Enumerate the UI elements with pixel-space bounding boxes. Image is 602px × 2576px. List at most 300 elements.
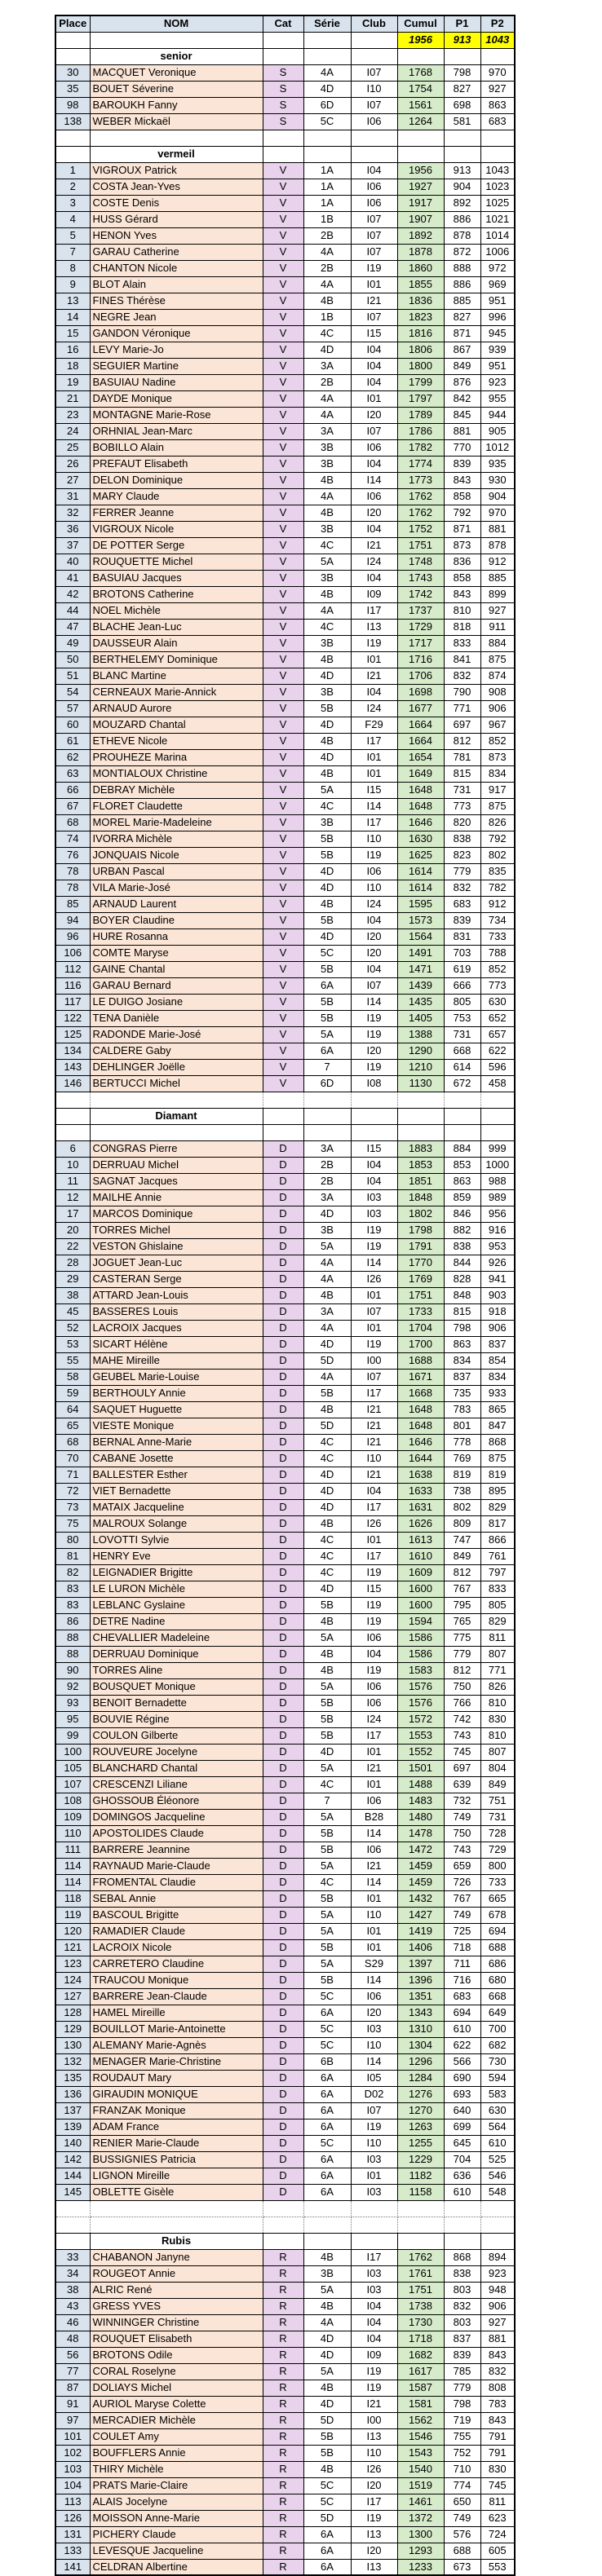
cumul-cell: 1572 xyxy=(397,1711,444,1727)
serie-cell: 5D xyxy=(303,1418,351,1434)
place-cell: 28 xyxy=(55,1255,90,1271)
p1-cell: 844 xyxy=(444,1255,480,1271)
header-row xyxy=(55,15,515,32)
club-cell: I07 xyxy=(351,309,397,325)
serie-cell: 3A xyxy=(303,1303,351,1320)
serie-cell: 6A xyxy=(303,2526,351,2543)
serie-cell: 5B xyxy=(303,1597,351,1613)
name-cell: CHANTON Nicole xyxy=(90,260,263,276)
cumul-cell: 1614 xyxy=(397,863,444,880)
serie-cell: 6A xyxy=(303,977,351,994)
empty-cell xyxy=(444,2233,480,2249)
cat-cell: D xyxy=(263,1939,303,1956)
p2-cell: 878 xyxy=(480,537,515,554)
page-break-spacer-row xyxy=(55,2217,515,2233)
serie-cell: 3A xyxy=(303,1140,351,1157)
club-cell: I07 xyxy=(351,227,397,244)
club-cell: I13 xyxy=(351,619,397,635)
serie-cell: 5B xyxy=(303,2445,351,2461)
serie-cell: 4D xyxy=(303,1483,351,1499)
cumul-cell: 1419 xyxy=(397,1923,444,1939)
place-cell: 74 xyxy=(55,831,90,847)
serie-cell: 4A xyxy=(303,244,351,260)
serie-cell: 3B xyxy=(303,814,351,831)
page-break-spacer-row xyxy=(55,2200,515,2217)
empty-cell xyxy=(303,1092,351,1108)
column-header-p1: P1 xyxy=(444,15,480,32)
p2-cell: 649 xyxy=(480,2005,515,2021)
cat-cell: D xyxy=(263,1793,303,1809)
cat-cell: V xyxy=(263,912,303,929)
club-cell: I20 xyxy=(351,1043,397,1059)
cat-cell: S xyxy=(263,113,303,130)
p1-cell: 743 xyxy=(444,1727,480,1744)
serie-cell: 4B xyxy=(303,2380,351,2396)
name-cell: CONGRAS Pierre xyxy=(90,1140,263,1157)
name-cell: DERRUAU Michel xyxy=(90,1157,263,1173)
cat-cell: V xyxy=(263,423,303,439)
cumul-cell: 1276 xyxy=(397,2086,444,2102)
empty-cell xyxy=(397,1108,444,1124)
club-cell: I10 xyxy=(351,831,397,847)
p1-cell: 790 xyxy=(444,684,480,700)
club-cell: I04 xyxy=(351,2298,397,2314)
cat-cell: D xyxy=(263,1597,303,1613)
place-cell: 130 xyxy=(55,2037,90,2053)
place-cell: 64 xyxy=(55,1401,90,1418)
club-cell: I21 xyxy=(351,1467,397,1483)
table-row xyxy=(55,244,515,260)
serie-cell: 4C xyxy=(303,325,351,342)
table-row xyxy=(55,1646,515,1662)
cat-cell: D xyxy=(263,1467,303,1483)
p1-cell: 668 xyxy=(444,1043,480,1059)
cumul-cell: 1233 xyxy=(397,2559,444,2575)
place-cell: 131 xyxy=(55,2526,90,2543)
name-cell: SICART Hélène xyxy=(90,1336,263,1352)
empty-cell xyxy=(55,2200,90,2217)
name-cell: CHABANON Janyne xyxy=(90,2249,263,2265)
club-cell: I07 xyxy=(351,1303,397,1320)
club-cell: I07 xyxy=(351,1369,397,1385)
p2-cell: 905 xyxy=(480,423,515,439)
cat-cell: D xyxy=(263,1711,303,1727)
table-row xyxy=(55,945,515,961)
club-cell: I19 xyxy=(351,1613,397,1630)
cat-cell: R xyxy=(263,2265,303,2282)
table-row xyxy=(55,1255,515,1271)
club-cell: I00 xyxy=(351,1352,397,1369)
club-cell: I21 xyxy=(351,537,397,554)
serie-cell: 5A xyxy=(303,1630,351,1646)
table-row xyxy=(55,64,515,81)
empty-cell xyxy=(90,130,263,146)
club-cell: I10 xyxy=(351,2445,397,2461)
p2-cell: 751 xyxy=(480,1793,515,1809)
table-row xyxy=(55,179,515,195)
p2-cell: 972 xyxy=(480,260,515,276)
empty-cell xyxy=(90,1092,263,1108)
p2-cell: 1006 xyxy=(480,244,515,260)
table-row xyxy=(55,439,515,456)
cat-cell: D xyxy=(263,1923,303,1939)
serie-cell: 4D xyxy=(303,717,351,733)
column-header-club: Club xyxy=(351,15,397,32)
club-cell: I04 xyxy=(351,358,397,374)
p2-cell: 884 xyxy=(480,635,515,651)
cumul-cell: 1671 xyxy=(397,1369,444,1385)
p2-cell: 875 xyxy=(480,798,515,814)
club-cell: I19 xyxy=(351,1662,397,1678)
place-cell: 128 xyxy=(55,2005,90,2021)
empty-cell xyxy=(303,1124,351,1140)
table-row xyxy=(55,651,515,668)
serie-cell: 7 xyxy=(303,1793,351,1809)
p2-cell: 847 xyxy=(480,1418,515,1434)
cat-cell: D xyxy=(263,1613,303,1630)
place-cell: 60 xyxy=(55,717,90,733)
club-cell: I19 xyxy=(351,1222,397,1238)
place-cell: 10 xyxy=(55,1157,90,1173)
serie-cell: 4B xyxy=(303,472,351,488)
name-cell: CELDRAN Albertine xyxy=(90,2559,263,2575)
cumul-cell: 1752 xyxy=(397,521,444,537)
table-row xyxy=(55,2086,515,2102)
p2-cell: 546 xyxy=(480,2168,515,2184)
empty-cell xyxy=(444,2217,480,2233)
serie-cell: 4D xyxy=(303,1467,351,1483)
p2-cell: 912 xyxy=(480,554,515,570)
name-cell: ROUQUET Elisabeth xyxy=(90,2331,263,2347)
p2-cell: 970 xyxy=(480,505,515,521)
place-cell: 51 xyxy=(55,668,90,684)
name-cell: DELON Dominique xyxy=(90,472,263,488)
place-cell: 139 xyxy=(55,2119,90,2135)
cumul-cell: 1737 xyxy=(397,602,444,619)
cumul-cell: 1562 xyxy=(397,2412,444,2428)
name-cell: BERTHELEMY Dominique xyxy=(90,651,263,668)
club-cell: I14 xyxy=(351,1874,397,1890)
cat-cell: D xyxy=(263,2053,303,2070)
p1-cell: 838 xyxy=(444,2265,480,2282)
p2-cell: 904 xyxy=(480,488,515,505)
p1-cell: 792 xyxy=(444,505,480,521)
cat-cell: R xyxy=(263,2380,303,2396)
serie-cell: 5B xyxy=(303,1727,351,1744)
empty-cell xyxy=(351,130,397,146)
table-row xyxy=(55,1010,515,1026)
p1-cell: 795 xyxy=(444,1597,480,1613)
table-row xyxy=(55,1597,515,1613)
table-row xyxy=(55,1548,515,1564)
p1-cell: 659 xyxy=(444,1858,480,1874)
cat-cell: V xyxy=(263,309,303,325)
cumul-cell: 1774 xyxy=(397,456,444,472)
serie-cell: 4A xyxy=(303,1369,351,1385)
club-cell: I15 xyxy=(351,1581,397,1597)
place-cell: 49 xyxy=(55,635,90,651)
p2-cell: 623 xyxy=(480,2510,515,2526)
table-row xyxy=(55,2363,515,2380)
club-cell: I06 xyxy=(351,1988,397,2005)
cumul-cell: 1956 xyxy=(397,162,444,179)
cumul-cell: 1664 xyxy=(397,717,444,733)
club-cell: I01 xyxy=(351,1744,397,1760)
cat-cell: D xyxy=(263,1630,303,1646)
p1-cell: 703 xyxy=(444,945,480,961)
table-row xyxy=(55,2282,515,2298)
place-cell: 26 xyxy=(55,456,90,472)
club-cell: I10 xyxy=(351,1450,397,1467)
serie-cell: 5A xyxy=(303,2282,351,2298)
serie-cell: 4D xyxy=(303,668,351,684)
club-cell: I06 xyxy=(351,1678,397,1695)
cat-cell: R xyxy=(263,2477,303,2494)
p2-cell: 967 xyxy=(480,717,515,733)
cumul-cell: 1478 xyxy=(397,1825,444,1842)
cat-cell: V xyxy=(263,227,303,244)
cat-cell: D xyxy=(263,1678,303,1695)
cumul-cell: 1798 xyxy=(397,1222,444,1238)
place-cell: 32 xyxy=(55,505,90,521)
serie-cell: 4C xyxy=(303,1548,351,1564)
cat-cell: V xyxy=(263,162,303,179)
serie-cell: 3B xyxy=(303,521,351,537)
empty-cell xyxy=(303,2233,351,2249)
place-cell: 33 xyxy=(55,2249,90,2265)
serie-cell: 5B xyxy=(303,847,351,863)
name-cell: BOUVIE Régine xyxy=(90,1711,263,1727)
empty-cell xyxy=(397,146,444,162)
place-cell: 88 xyxy=(55,1630,90,1646)
p1-cell: 785 xyxy=(444,2363,480,2380)
p1-cell: 812 xyxy=(444,733,480,749)
cat-cell: V xyxy=(263,863,303,880)
name-cell: DETRE Nadine xyxy=(90,1613,263,1630)
name-cell: BOYER Claudine xyxy=(90,912,263,929)
cumul-cell: 1396 xyxy=(397,1972,444,1988)
table-row xyxy=(55,814,515,831)
cat-cell: V xyxy=(263,407,303,423)
name-cell: COMTE Maryse xyxy=(90,945,263,961)
club-cell: I07 xyxy=(351,64,397,81)
p1-cell: 719 xyxy=(444,2412,480,2428)
serie-cell: 4C xyxy=(303,619,351,635)
cumul-cell: 1800 xyxy=(397,358,444,374)
serie-cell: 5D xyxy=(303,2510,351,2526)
table-row xyxy=(55,1336,515,1352)
column-header-cumul: Cumul xyxy=(397,15,444,32)
club-cell: I01 xyxy=(351,1939,397,1956)
club-cell: I19 xyxy=(351,1010,397,1026)
p1-cell: 876 xyxy=(444,374,480,390)
serie-cell: 2B xyxy=(303,227,351,244)
p1-cell: 747 xyxy=(444,1532,480,1548)
place-cell: 43 xyxy=(55,2298,90,2314)
cat-cell: D xyxy=(263,1320,303,1336)
place-cell: 99 xyxy=(55,1727,90,1744)
cat-cell: D xyxy=(263,1564,303,1581)
p1-cell: 802 xyxy=(444,1499,480,1515)
cumul-cell: 1583 xyxy=(397,1662,444,1678)
place-cell: 31 xyxy=(55,488,90,505)
p1-cell: 711 xyxy=(444,1956,480,1972)
column-header-place: Place xyxy=(55,15,90,32)
cumul-cell: 1263 xyxy=(397,2119,444,2135)
cat-cell: V xyxy=(263,505,303,521)
p1-cell: 683 xyxy=(444,896,480,912)
p1-cell: 770 xyxy=(444,439,480,456)
p2-cell: 630 xyxy=(480,2102,515,2119)
name-cell: BARRERE Jean-Claude xyxy=(90,1988,263,2005)
name-cell: BOUILLOT Marie-Antoinette xyxy=(90,2021,263,2037)
p2-cell: 596 xyxy=(480,1059,515,1075)
table-row xyxy=(55,2412,515,2428)
p2-cell: 837 xyxy=(480,1336,515,1352)
serie-cell: 5C xyxy=(303,2135,351,2151)
club-cell: I04 xyxy=(351,912,397,929)
serie-cell: 6A xyxy=(303,2086,351,2102)
table-row xyxy=(55,635,515,651)
p2-cell: 788 xyxy=(480,945,515,961)
serie-cell: 5B xyxy=(303,1385,351,1401)
place-cell: 77 xyxy=(55,2363,90,2380)
club-cell: I24 xyxy=(351,700,397,717)
serie-cell: 4A xyxy=(303,1271,351,1287)
p1-cell: 716 xyxy=(444,1972,480,1988)
p1-cell: 745 xyxy=(444,1744,480,1760)
section-title: vermeil xyxy=(90,146,263,162)
p1-cell: 882 xyxy=(444,1222,480,1238)
table-row xyxy=(55,2119,515,2135)
table-row xyxy=(55,2543,515,2559)
p2-cell: 683 xyxy=(480,113,515,130)
serie-cell: 5C xyxy=(303,2494,351,2510)
serie-cell: 6B xyxy=(303,2053,351,2070)
cumul-cell: 1754 xyxy=(397,81,444,97)
place-cell: 34 xyxy=(55,2265,90,2282)
table-row xyxy=(55,2380,515,2396)
cat-cell: R xyxy=(263,2347,303,2363)
club-cell: I17 xyxy=(351,602,397,619)
p1-cell: 765 xyxy=(444,1613,480,1630)
club-cell: I17 xyxy=(351,814,397,831)
serie-cell: 4B xyxy=(303,2298,351,2314)
place-cell: 120 xyxy=(55,1923,90,1939)
table-row xyxy=(55,2151,515,2168)
club-cell: I07 xyxy=(351,2102,397,2119)
club-cell: I05 xyxy=(351,2070,397,2086)
cat-cell: R xyxy=(263,2445,303,2461)
place-cell: 143 xyxy=(55,1059,90,1075)
cat-cell: V xyxy=(263,537,303,554)
table-row xyxy=(55,1532,515,1548)
club-cell: I04 xyxy=(351,961,397,977)
p2-cell: 834 xyxy=(480,765,515,782)
p2-cell: 630 xyxy=(480,994,515,1010)
serie-cell: 5C xyxy=(303,1988,351,2005)
section-title-row xyxy=(55,48,515,64)
section-title: Diamant xyxy=(90,1108,263,1124)
serie-cell: 4B xyxy=(303,765,351,782)
table-row xyxy=(55,668,515,684)
club-cell: I06 xyxy=(351,488,397,505)
table-row xyxy=(55,488,515,505)
cat-cell: R xyxy=(263,2282,303,2298)
total-p1: 913 xyxy=(444,32,480,48)
place-cell: 20 xyxy=(55,1222,90,1238)
table-row xyxy=(55,1385,515,1401)
serie-cell: 4B xyxy=(303,2249,351,2265)
table-row xyxy=(55,1515,515,1532)
cumul-cell: 1742 xyxy=(397,586,444,602)
club-cell: I04 xyxy=(351,374,397,390)
cat-cell: D xyxy=(263,1532,303,1548)
cat-cell: V xyxy=(263,635,303,651)
place-cell: 114 xyxy=(55,1874,90,1890)
name-cell: ROUDAUT Mary xyxy=(90,2070,263,2086)
table-row xyxy=(55,472,515,488)
p1-cell: 839 xyxy=(444,456,480,472)
p1-cell: 666 xyxy=(444,977,480,994)
serie-cell: 6D xyxy=(303,97,351,113)
cat-cell: V xyxy=(263,456,303,472)
empty-cell xyxy=(55,2217,90,2233)
name-cell: CHEVALLIER Madeleine xyxy=(90,1630,263,1646)
serie-cell: 5B xyxy=(303,1890,351,1907)
cumul-cell: 1682 xyxy=(397,2347,444,2363)
table-row xyxy=(55,1075,515,1092)
club-cell: I06 xyxy=(351,1695,397,1711)
p2-cell: 729 xyxy=(480,1842,515,1858)
p2-cell: 792 xyxy=(480,831,515,847)
name-cell: ALRIC René xyxy=(90,2282,263,2298)
place-cell: 9 xyxy=(55,276,90,293)
name-cell: FINES Thérèse xyxy=(90,293,263,309)
cat-cell: D xyxy=(263,1727,303,1744)
place-cell: 24 xyxy=(55,423,90,439)
p1-cell: 871 xyxy=(444,521,480,537)
cumul-cell: 1816 xyxy=(397,325,444,342)
club-cell: I17 xyxy=(351,733,397,749)
p1-cell: 718 xyxy=(444,1939,480,1956)
empty-cell xyxy=(444,48,480,64)
p2-cell: 652 xyxy=(480,1010,515,1026)
cumul-cell: 1797 xyxy=(397,390,444,407)
place-cell: 106 xyxy=(55,945,90,961)
cat-cell: V xyxy=(263,765,303,782)
table-row xyxy=(55,2053,515,2070)
empty-cell xyxy=(480,146,515,162)
place-cell: 124 xyxy=(55,1972,90,1988)
place-cell: 36 xyxy=(55,521,90,537)
serie-cell: 5D xyxy=(303,2412,351,2428)
p2-cell: 989 xyxy=(480,1189,515,1206)
section-title-row xyxy=(55,1108,515,1124)
p2-cell: 682 xyxy=(480,2037,515,2053)
table-row xyxy=(55,1140,515,1157)
serie-cell: 5B xyxy=(303,1010,351,1026)
p1-cell: 731 xyxy=(444,1026,480,1043)
place-cell: 97 xyxy=(55,2412,90,2428)
table-row xyxy=(55,1972,515,1988)
cat-cell: V xyxy=(263,554,303,570)
p1-cell: 775 xyxy=(444,1630,480,1646)
name-cell: GHOSSOUB Éléonore xyxy=(90,1793,263,1809)
table-row xyxy=(55,113,515,130)
p2-cell: 970 xyxy=(480,64,515,81)
p2-cell: 804 xyxy=(480,1760,515,1776)
